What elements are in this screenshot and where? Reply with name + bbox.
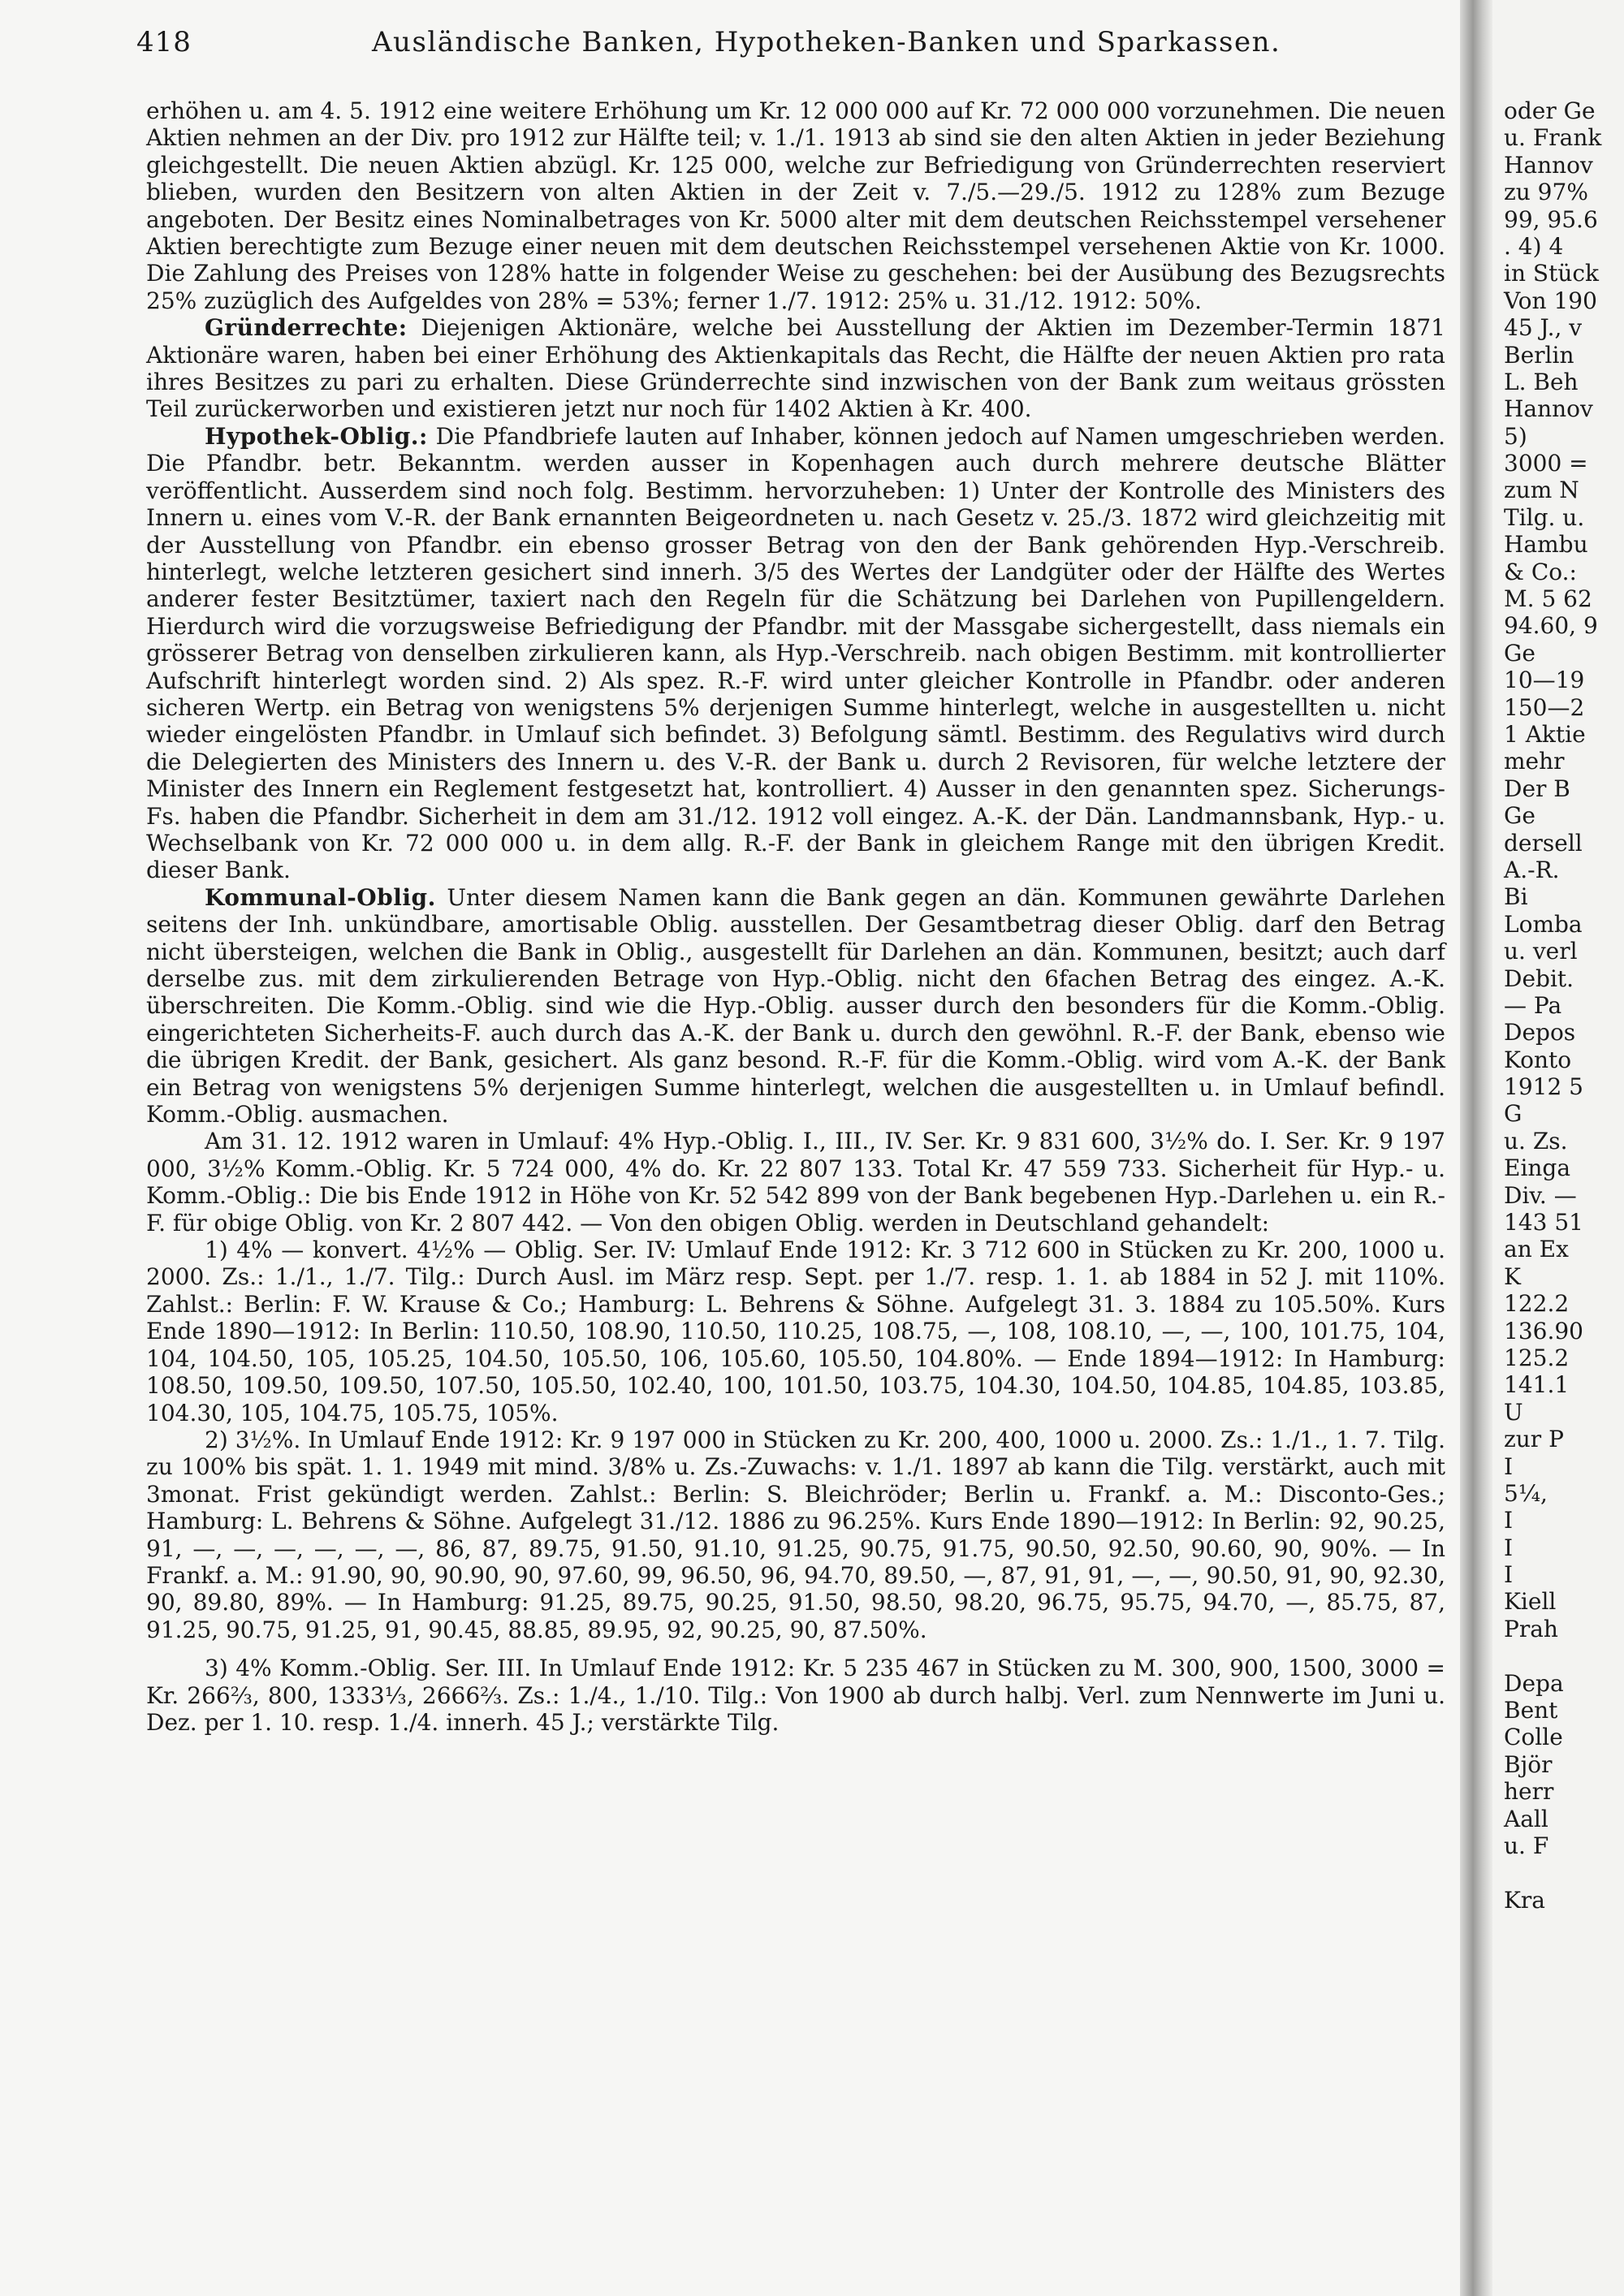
fragment-line: I bbox=[1504, 1507, 1514, 1534]
fragment-line: Der B bbox=[1504, 775, 1570, 802]
list-item-bond-3: 3) 4% Komm.-Oblig. Ser. III. In Umlauf Ende 1912: Kr. 5 235 467 in Stücken zu M. 300, 900, 1500, 3000 = Kr. 266⅔, 800, 1333⅓, 2666⅔. Zs.: 1./4., 1./10. Tilg.: Von 1900 ab durch halbj. Verl. zum Nennwerte im Juni u. Dez. per 1. 10. resp. 1./4. innerh. 45 J.; verstärkte Tilg. bbox=[146, 1655, 1445, 1736]
fragment-line: Debit. bbox=[1504, 965, 1574, 992]
fragment-line: Von 190 bbox=[1504, 287, 1597, 314]
fragment-line: 125.2 bbox=[1504, 1344, 1570, 1371]
fragment-line: dersell bbox=[1504, 829, 1583, 857]
fragment-line: Konto bbox=[1504, 1046, 1572, 1073]
fragment-line: Prah bbox=[1504, 1615, 1558, 1642]
fragment-line: I bbox=[1504, 1452, 1514, 1480]
fragment-line: u. verl bbox=[1504, 938, 1578, 965]
running-title: Ausländische Banken, Hypotheken-Banken und Sparkassen. bbox=[372, 26, 1281, 58]
fragment-line: Kiell bbox=[1504, 1588, 1557, 1616]
list-item-bond-2: 2) 3½%. In Umlauf Ende 1912: Kr. 9 197 000 in Stücken zu Kr. 200, 400, 1000 u. 2000. Zs.: 1./1., 1. 7. Tilg. zu 100% bis spät. 1. 1. 1949 mit mind. 3/8% u. Zs.-Zuwachs: v. 1./1. 1897 ab kann die Tilg. verstärkt, auch mit 3monat. Frist gekündigt werden. Zahlst.: Berlin: S. Bleichröder; Berlin u. Frankf. a. M.: Disconto-Ges.; Hamburg: L. Behrens & Söhne. Aufgelegt 31./12. 1886 zu 96.25%. Kurs Ende 1890—1912: In Berlin: 92, 90.25, 91, —, —, —, —, —, —, 86, 87, 89.75, 91.50, 91.10, 91.25, 90.75, 91.75, 90.50, 92.50, 90.60, 90, 90%. — In Frankf. a. M.: 91.90, 90, 90.90, 90, 97.60, 99, 96.50, 96, 94.70, 89.50, —, 87, 91, 91, —, —, 90.50, 91, 90, 92.30, 90, 89.80, 89%. — In Hamburg: 91.25, 89.75, 90.25, 91.50, 98.50, 98.20, 96.75, 95.75, 94.70, —, 85.75, 87, 91.25, 90.75, 91.25, 91, 90.45, 88.85, 89.95, 92, 90.25, 90, 87.50%. bbox=[146, 1426, 1445, 1643]
fragment-line: 5) bbox=[1504, 422, 1527, 450]
fragment-line: 5¼, bbox=[1504, 1479, 1548, 1507]
fragment-line: u. F bbox=[1504, 1832, 1549, 1859]
fragment-line: M. 5 62 bbox=[1504, 585, 1592, 613]
list-item-bond-1: 1) 4% — konvert. 4½% — Oblig. Ser. IV: Umlauf Ende 1912: Kr. 3 712 600 in Stücken zu Kr. 200, 1000 u. 2000. Zs.: 1./1., 1./7. Tilg.: Durch Ausl. im März resp. Sept. per 1./7. resp. 1. 1. ab 1884 in 52 J. mit 110%. Zahlst.: Berlin: F. W. Krause & Co.; Hamburg: L. Behrens & Söhne. Aufgelegt 31. 3. 1884 zu 105.50%. Kurs Ende 1890—1912: In Berlin: 110.50, 108.90, 110.50, 110.25, 108.75, —, 108, 108.10, —, —, 100, 101.75, 104, 104, 104.50, 105, 105.25, 104.50, 105.50, 106, 105.60, 105.50, 104.80%. — Ende 1894—1912: In Hamburg: 108.50, 109.50, 109.50, 107.50, 105.50, 102.40, 100, 101.50, 103.75, 104.30, 104.50, 104.85, 104.85, 103.85, 104.30, 105, 104.75, 105.75, 105%. bbox=[146, 1236, 1445, 1426]
text-gruenderrechte: Diejenigen Aktionäre, welche bei Ausstellung der Aktien im Dezember-Termin 1871 Aktionäre waren, haben bei einer Erhöhung des Aktienkapitals das Recht, die Hälfte der neuen Aktien pro rata ihres Besitzes zu pari zu erhalten. Diese Gründerrechte sind inzwischen von der Bank zum weitaus grössten Teil zurückerworben und existieren jetzt nur noch für 1402 Aktien à Kr. 400. bbox=[146, 314, 1445, 423]
fragment-line: Hannov bbox=[1504, 151, 1593, 179]
fragment-line: 1 Aktie bbox=[1504, 720, 1586, 748]
fragment-line: Div. — bbox=[1504, 1181, 1577, 1209]
heading-gruenderrechte: Gründerrechte: bbox=[205, 314, 408, 342]
fragment-line: Ge bbox=[1504, 802, 1535, 830]
fragment-line: zum N bbox=[1504, 477, 1579, 504]
fragment-line: 143 51 bbox=[1504, 1209, 1583, 1236]
fragment-line: Aall bbox=[1504, 1805, 1548, 1832]
heading-kommunal-oblig: Kommunal-Oblig. bbox=[205, 883, 436, 911]
fragment-line: 122.2 bbox=[1504, 1290, 1570, 1318]
fragment-line: Colle bbox=[1504, 1724, 1563, 1751]
fragment-line: U bbox=[1504, 1398, 1523, 1426]
fragment-line: mehr bbox=[1504, 748, 1565, 775]
fragment-line: Hambu bbox=[1504, 531, 1588, 559]
fragment-line: u. Zs. bbox=[1504, 1127, 1568, 1154]
paragraph-capital-increase: erhöhen u. am 4. 5. 1912 eine weitere Erhöhung um Kr. 12 000 000 auf Kr. 72 000 000 vorzunehmen. Die neuen Aktien nehmen an der Div. pro 1912 zur Hälfte teil; v. 1./1. 1913 ab sind sie den alten Aktien in jeder Beziehung gleichgestellt. Die neuen Aktien abzügl. Kr. 125 000, welche zur Befriedigung von Gründerrechten reserviert blieben, wurden den Besitzern von alten Aktien in der Zeit v. 7./5.—29./5. 1912 zu 128% zum Bezuge angeboten. Der Besitz eines Nominalbetrages von Kr. 5000 alter mit dem deutschen Reichsstempel versehener Aktien berechtigte zum Bezuge einer neuen mit dem deutschen Reichsstempel versehenen Aktie von Kr. 1000. Die Zahlung des Preises von 128% hatte in folgender Weise zu geschehen: bei der Ausübung des Bezugsrechts 25% zuzüglich des Aufgeldes von 28% = 53%; ferner 1./7. 1912: 25% u. 31./12. 1912: 50%. bbox=[146, 97, 1445, 314]
fragment-line: Depa bbox=[1504, 1669, 1564, 1697]
fragment-line: an Ex bbox=[1504, 1236, 1569, 1263]
fragment-line: Ge bbox=[1504, 639, 1535, 667]
text-kommunal-oblig: Unter diesem Namen kann die Bank gegen an dän. Kommunen gewährte Darlehen seitens der Inh. unkündbare, amortisable Oblig. ausstellen. Der Gesamtbetrag dieser Oblig. darf den Betrag nicht übersteigen, welchen die Bank in Oblig., ausgestellt für Darlehen an dän. Kommunen, besitzt; auch darf derselbe zus. mit dem zirkulierenden Betrage von Hyp.-Oblig. nicht den 6fachen Betrag des eingez. A.-K. überschreiten. Die Komm.-Oblig. sind wie die Hyp.-Oblig. ausser durch den besonders für die Komm.-Oblig. eingerichteten Sicherheits-F. auch durch das A.-K. der Bank u. durch den gewöhnl. R.-F. der Bank, ebenso wie die übrigen Kredit. der Bank, gesichert. Als ganz besond. R.-F. für die Komm.-Oblig. wird vom A.-K. der Bank ein Betrag von wenigstens 5% derjenigen Summe hinterlegt, welchen die ausgestellten u. in Umlauf befindl. Komm.-Oblig. ausmachen. bbox=[146, 883, 1445, 1129]
fragment-line bbox=[1504, 1859, 1624, 1886]
fragment-line: oder Ge bbox=[1504, 97, 1596, 124]
fragment-line: . 4) 4 bbox=[1504, 232, 1564, 260]
page-header bbox=[136, 26, 1468, 67]
fragment-line: I bbox=[1504, 1561, 1514, 1589]
fragment-line: zur P bbox=[1504, 1426, 1564, 1453]
fragment-line: Lomba bbox=[1504, 910, 1583, 938]
fragment-line: Bi bbox=[1504, 883, 1528, 911]
fragment-line: K bbox=[1504, 1262, 1521, 1290]
paragraph-gruenderrechte bbox=[146, 314, 1445, 423]
page-number: 418 bbox=[136, 26, 192, 58]
main-text-column bbox=[146, 97, 1445, 1736]
fragment-line: Depos bbox=[1504, 1019, 1576, 1047]
fragment-line: 10—19 bbox=[1504, 667, 1585, 694]
fragment-line: 136.90 bbox=[1504, 1317, 1583, 1344]
fragment-line: Björ bbox=[1504, 1750, 1553, 1778]
book-gutter bbox=[1460, 0, 1492, 2296]
fragment-line: Bent bbox=[1504, 1697, 1558, 1724]
fragment-line: Tilg. u. bbox=[1504, 503, 1585, 531]
fragment-line: 3000 = bbox=[1504, 450, 1588, 477]
heading-hypothek-oblig: Hypothek-Oblig.: bbox=[205, 422, 428, 450]
fragment-line: zu 97% bbox=[1504, 179, 1588, 206]
fragment-line: L. Beh bbox=[1504, 368, 1579, 395]
fragment-line: Kra bbox=[1504, 1886, 1545, 1914]
fragment-line: Einga bbox=[1504, 1154, 1571, 1182]
adjacent-page-fragments bbox=[1504, 97, 1624, 1914]
fragment-line: 1912 5 bbox=[1504, 1073, 1583, 1101]
fragment-line: 150—2 bbox=[1504, 693, 1585, 721]
fragment-line: A.-R. bbox=[1504, 856, 1560, 883]
fragment-line: 45 J., v bbox=[1504, 314, 1583, 342]
fragment-line: 94.60, 9 bbox=[1504, 612, 1598, 640]
paragraph-hypothek-oblig bbox=[146, 423, 1445, 884]
fragment-line: u. Frank bbox=[1504, 124, 1602, 152]
paragraph-umlauf: Am 31. 12. 1912 waren in Umlauf: 4% Hyp.-Oblig. I., III., IV. Ser. Kr. 9 831 600, 3½% do. I. Ser. Kr. 9 197 000, 3½% Komm.-Oblig. Kr. 5 724 000, 4% do. Kr. 22 807 133. Total Kr. 47 559 733. Sicherheit für Hyp.- u. Komm.-Oblig.: Die bis Ende 1912 in Höhe von Kr. 52 542 899 von der Bank begebenen Hyp.-Darlehen u. ein R.-F. für obige Oblig. von Kr. 2 807 442. — Von den obigen Oblig. werden in Deutschland gehandelt: bbox=[146, 1128, 1445, 1236]
text-hypothek-oblig: Die Pfandbriefe lauten auf Inhaber, können jedoch auf Namen umgeschrieben werden. Die Pfandbr. betr. Bekanntm. werden ausser in Kopenhagen auch durch mehrere deutsche Blätter veröffentlicht. Ausserdem sind noch folg. Bestimm. hervorzuheben: 1) Unter der Kontrolle des Ministers des Innern u. eines vom V.-R. der Bank ernannten Beigeordneten u. nach Gesetz v. 25./3. 1872 wird gleichzeitig mit der Ausstellung von Pfandbr. ein ebenso grosser Betrag von den der Bank gehörenden Hyp.-Verschreib. hinterlegt, welche letzteren gesichert sind innerh. 3/5 des Wertes der Landgüter oder der Hälfte des Wertes anderer fester Besitztümer, taxiert nach den Regeln für die Schätzung bei Darlehen von Pupillengeldern. Hierdurch wird die vorzugsweise Befriedigung der Pfandbr. mit der Massgabe sichergestellt, dass niemals ein grösserer Betrag von denselben zirkulieren kann, als Hyp.-Verschreib. nach obigen Bestimm. mit kontrollierter Aufschrift hinterlegt worden sind. 2) Als spez. R.-F. wird unter gleicher Kontrolle in Pfandbr. oder anderen sicheren Wertp. ein Betrag von wenigstens 5% derjenigen Summe hinterlegt, welche in ausgestellten u. nicht wieder eingelösten Pfandbr. in Umlauf sich befindet. 3) Befolgung sämtl. Bestimm. des Regulativs wird durch die Delegierten des Ministers des Innern u. des V.-R. der Bank u. durch 2 Revisoren, für welche letztere der Minister des Innern ein Reglement festgesetzt hat, kontrolliert. 4) Ausser in den genannten spez. Sicherungs-Fs. haben die Pfandbr. Sicherheit in dem am 31./12. 1912 voll eingez. A.-K. der Dän. Landmannsbank, Hyp.- u. Wechselbank von Kr. 72 000 000 u. in dem allg. R.-F. der Bank in gleichem Range mit den übrigen Kredit. dieser Bank. bbox=[146, 422, 1445, 884]
fragment-line: Hannov bbox=[1504, 395, 1593, 423]
fragment-line bbox=[1504, 1642, 1624, 1669]
fragment-line: herr bbox=[1504, 1778, 1554, 1806]
fragment-line: in Stück bbox=[1504, 260, 1600, 287]
fragment-line: 141.1 bbox=[1504, 1371, 1570, 1399]
fragment-line: & Co.: bbox=[1504, 558, 1577, 585]
fragment-line: G bbox=[1504, 1100, 1522, 1128]
fragment-line: Berlin bbox=[1504, 341, 1574, 369]
fragment-line: 99, 95.6 bbox=[1504, 205, 1598, 233]
fragment-line: — Pa bbox=[1504, 991, 1562, 1019]
paragraph-kommunal-oblig bbox=[146, 884, 1445, 1129]
fragment-line: I bbox=[1504, 1534, 1514, 1561]
